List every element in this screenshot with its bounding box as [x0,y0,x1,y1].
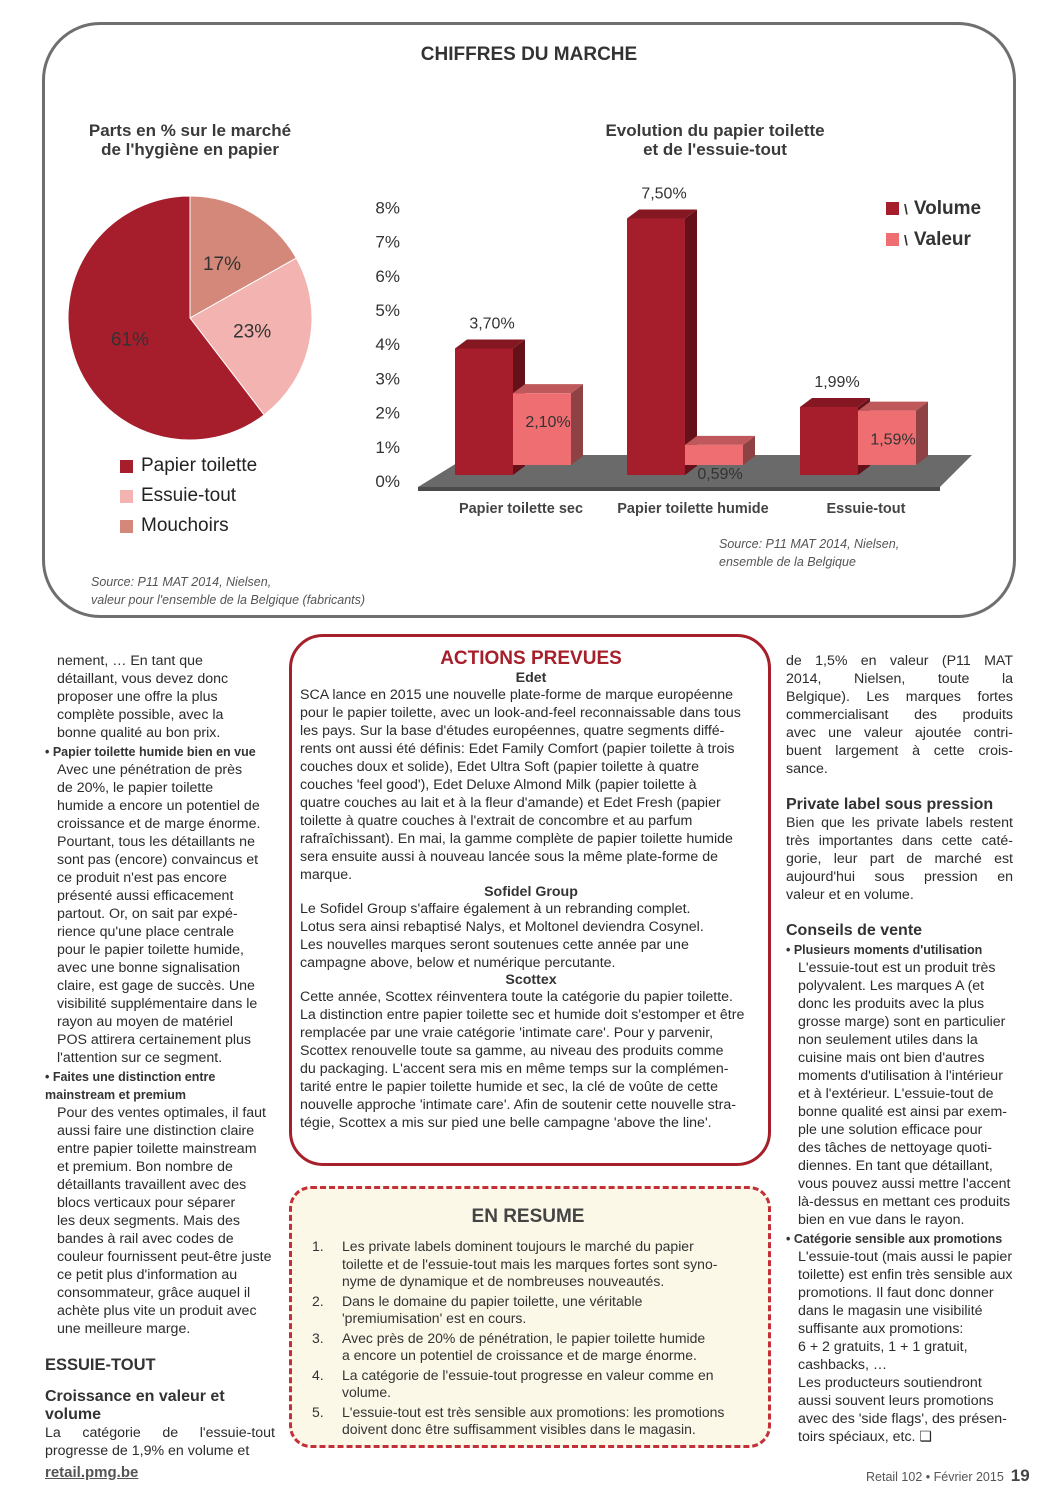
wet-paper-line: rience qu'une place centrale [57,924,235,940]
actions-title: ACTIONS PREVUES [440,648,622,669]
pie-legend-swatch [120,520,133,533]
y-tick-label: 2% [375,403,400,423]
bullet-distinction-title [45,1068,275,1104]
right-intro [786,652,1013,778]
panel-title: CHIFFRES DU MARCHE [420,44,638,65]
distinction-line: couleur fournissent peut-être juste [57,1249,272,1265]
pie-legend-item [120,451,257,481]
private-label-heading: Private label sous pression [786,796,994,813]
bullet-promotions-text [786,1248,1013,1446]
bar-side [916,402,928,465]
pie-slice-label: 61% [110,329,149,351]
wet-paper-line: croissance et de marge énorme. [57,816,261,832]
right-column [786,652,1013,1446]
sofidel-line: Le Sofidel Group s'affaire également à un rebranding complet. [300,901,691,917]
summary-item [302,1404,754,1439]
right-intro-line: Belgique). Les marques fortes [786,689,1013,705]
bar-value-label: 1,59% [870,431,916,449]
left-intro [45,652,275,742]
section-essuie-tout: ESSUIE-TOUT [45,1356,156,1374]
bar-top [627,210,697,219]
summary-item-line: Avec près de 20% de pénétration, le papier toilette humide [342,1329,706,1346]
distinction-line: bandes à rail avec codes de [57,1231,234,1247]
x-category-label: Essuie-tout [826,501,906,517]
bar-title-line-1: Evolution du papier toilette [605,121,825,140]
edet-line: rafraîchissant). En mai, la gamme complète de papier toilette humide [300,831,733,847]
pie-slice-label: 17% [202,254,242,276]
y-tick-label: 5% [375,301,400,320]
bullet-wet-toilet-paper-text [45,761,275,1067]
summary-item-number: 1. [312,1238,324,1254]
y-tick-label: 3% [375,369,400,389]
bar-value-label: 1,99% [814,373,860,391]
bullet-wet-toilet-paper-title: • Papier toilette humide bien en vue [45,745,256,759]
sofidel-line: Les nouvelles marques seront soutenues cette année par une [300,937,689,953]
pie-title-line-2: de l'hygiène en papier [101,140,279,159]
distinction-title-line: • Faites une distinction entre [45,1070,216,1084]
summary-item-line: Les private labels dominent toujours le marché du papier [342,1238,694,1254]
private-label-line: Bien que les private labels restent [786,815,1013,831]
sofidel-text [300,900,762,972]
sofidel-line: Lotus sera ainsi rebaptisé Nalys, et Moltonel deviendra Cosynel. [300,919,704,935]
sofidel-line: campagne above, below et numérique percutante. [300,955,616,971]
bar-legend [886,193,981,255]
distinction-line: une meilleure marge. [57,1321,191,1337]
left-intro-line: complète possible, avec la [57,707,224,723]
edet-line: couches doux et solide), Edet Ultra Soft (papier toilette à quatre [300,759,700,775]
usage-moments-line: et à l'extérieur. L'essuie-tout de [798,1086,994,1102]
edet-line: toilette à quatre couches à l'extrait de concombre et au parfum [300,813,693,829]
bar-legend-marker: \ [904,231,908,248]
usage-moments-line: donc les produits avec la plus [798,996,985,1012]
bar-value-label: 2,10% [525,414,571,432]
right-intro-line: buent largement à cette crois- [786,743,1013,759]
chart-floor-edge [418,487,940,491]
wet-paper-line: claire, est gage de succès. Une [57,978,255,994]
wet-paper-line: présenté aussi efficacement [57,888,234,904]
wet-paper-line: sont pas (encore) convaincus et [57,852,259,868]
scottex-heading: Scottex [505,972,557,988]
y-tick-label: 6% [375,266,400,286]
private-label-line: aujourd'hui sous pression en [786,869,1013,885]
promotions-line: avec des 'side flags', des présen- [798,1411,1007,1427]
private-label-line: très importantes dans cette caté- [786,833,1013,849]
distinction-line: ce petit plus d'information au [57,1267,238,1283]
usage-moments-line: là-dessus en mettant ces produits [798,1194,1011,1210]
promotions-line: Les producteurs soutiendront [798,1375,982,1391]
growth-text [45,1424,275,1460]
distinction-line: et premium. Bon nombre de [57,1159,233,1175]
right-intro-line: de 1,5% en valeur (P11 MAT [786,653,1013,669]
promotions-line: toirs spéciaux, etc. ❑ [798,1429,933,1445]
footer-website-link[interactable]: retail.pmg.be [45,1464,139,1481]
bar-legend-label: Volume [913,197,982,219]
wet-paper-line: POS attirera certainement plus [57,1032,251,1048]
summary-item-line: toilette et de l'essuie-tout mais les marques fortes sont syno- [342,1255,718,1272]
distinction-line: entre papier toilette mainstream [57,1141,257,1157]
usage-moments-line: ple une solution efficace pour [798,1122,983,1138]
actions-content [300,648,762,1132]
usage-moments-line: moments d'utilisation à l'intérieur [798,1068,1003,1084]
summary-item-number: 4. [312,1366,324,1383]
wet-paper-line: humide a encore un potentiel de [57,798,260,814]
footer-issue [866,1466,1030,1486]
pie-legend-label: Essuie-tout [141,485,237,506]
wet-paper-line: Pourtant, tous les détaillants ne [57,834,255,850]
promotions-line: cashbacks, … [798,1357,888,1373]
bar-legend-item [886,224,981,255]
summary-item [302,1293,754,1328]
promotions-line: L'essuie-tout (mais aussi le papier [798,1249,1013,1265]
growth-line: progresse de 1,9% en volume et [45,1443,250,1459]
promotions-line: dans le magasin une visibilité [798,1303,983,1319]
wet-paper-line: rayon au moyen de matériel [57,1014,233,1030]
pie-legend-item [120,481,257,511]
promotions-line: 6 + 2 gratuits, 1 + 1 gratuit, [798,1339,968,1355]
distinction-title-line: mainstream et premium [45,1088,187,1102]
bar-top [858,402,928,411]
x-category-label: Papier toilette sec [458,501,584,517]
scottex-line: du packaging. L'accent sera mis en même temps sur la complémen- [300,1061,729,1077]
bullet-promotions-title: • Catégorie sensible aux promotions [786,1232,1003,1246]
wet-paper-line: ce produit n'est pas encore [57,870,227,886]
scottex-line: tégie, Scottex a mis sur pied une belle campagne 'above the line'. [300,1115,712,1131]
bar-source-line-1: Source: P11 MAT 2014, Nielsen, [719,537,900,551]
promotions-line: promotions. Il faut donc donner [798,1285,994,1301]
growth-line: La catégorie de l'essuie-tout [45,1425,275,1441]
scottex-line: La distinction entre papier toilette sec et humide doit s'estomper et être [300,1007,745,1023]
summary-item-line: doivent donc être suffisamment visibles dans le magasin. [342,1421,696,1437]
distinction-line: achète plus vite un produit avec [57,1303,257,1319]
bar-top [800,398,870,407]
summary-item-line: a encore un potentiel de croissance et de marge énorme. [342,1347,697,1363]
x-category-label: Papier toilette humide [617,501,769,517]
edet-text [300,686,762,884]
bar-legend-item [886,193,981,224]
right-intro-line: sance. [786,761,828,777]
bullet-distinction-text [45,1104,275,1338]
usage-moments-line: L'essuie-tout est un produit très [798,960,996,976]
left-intro-line: proposer une offre la plus [57,689,218,705]
bullet-usage-moments-text [786,959,1013,1229]
distinction-line: Pour des ventes optimales, il faut [57,1105,266,1121]
bar-side [571,384,583,465]
bar-value-label: 0,59% [697,465,743,483]
bar-value-label: 3,70% [469,315,515,333]
bar-value-label: 7,50% [641,185,687,203]
bar-side [685,210,697,476]
scottex-line: tarité entre le papier toilette humide et sec, la clé de voûte de cette [300,1079,718,1095]
promotions-line: aussi souvent leurs promotions [798,1393,994,1409]
usage-moments-line: polyvalent. Les marques A (et [798,978,985,994]
pie-legend-swatch [120,490,133,503]
private-label-line: valeur et en volume. [786,887,914,903]
left-intro-line: détaillant, vous devez donc [57,671,229,687]
bar-legend-label: Valeur [913,228,971,250]
edet-heading: Edet [515,670,547,686]
pie-source-line-2: valeur pour l'ensemble de la Belgique (fabricants) [91,593,366,607]
wet-paper-line: pour le papier toilette humide, [57,942,244,958]
edet-line: marque. [300,867,353,883]
y-tick-label: 0% [375,472,400,491]
summary-item-line: nyme de dynamique et de nombreuses nouveautés. [342,1273,665,1289]
usage-moments-line: grosse marge) sont en particulier [798,1014,1006,1030]
bar-chart-title [590,121,840,159]
bar-legend-swatch [886,233,899,246]
wet-paper-line: de 20%, le papier toilette [57,780,214,796]
summary-item-number: 3. [312,1329,324,1346]
edet-line: les pays. Sur la base d'études européennes, quatre segments diffé- [300,723,725,739]
pie-legend-label: Papier toilette [141,455,258,476]
bar-volume-3 [800,407,858,475]
bar-valeur-2 [685,445,743,465]
bar-top [685,436,755,445]
right-intro-line: 2014, Nielsen, toute la [786,671,1013,687]
y-tick-label: 7% [375,232,400,252]
pie-source-line-1: Source: P11 MAT 2014, Nielsen, [91,575,272,589]
scottex-text [300,988,762,1132]
edet-line: rents ont aussi été définis: Edet Family Comfort (papier toilette à trois [300,741,735,757]
pie-legend [120,451,257,541]
promotions-line: toilette) est enfin très sensible aux [798,1267,1013,1283]
bar-top [455,339,525,348]
pie-chart [60,188,320,448]
summary-title: EN RESUME [471,1206,585,1227]
bar-legend-swatch [886,202,899,215]
left-column [45,652,275,1460]
bar-title-line-2: et de l'essuie-tout [643,140,787,159]
edet-line: SCA lance en 2015 une nouvelle plate-forme de marque européenne [300,687,734,703]
usage-moments-line: cuisine mais ont bien d'autres [798,1050,985,1066]
right-intro-line: avec une valeur ajoutée contri- [786,725,1013,741]
distinction-line: aussi faire une distinction claire [57,1123,255,1139]
bar-source [719,535,959,571]
right-intro-line: commercialisant des produits [786,707,1013,723]
pie-legend-swatch [120,460,133,473]
pie-source [91,573,431,609]
pie-legend-label: Mouchoirs [141,515,229,536]
promotions-line: suffisante aux promotions: [798,1321,964,1337]
bar-volume-1 [455,348,513,475]
summary-item [302,1367,754,1402]
pie-title-line-1: Parts en % sur le marché [88,121,292,140]
usage-moments-line: bonne qualité est ainsi par exem- [798,1104,1007,1120]
wet-paper-line: visibilité supplémentaire dans le [57,996,258,1012]
summary-item [302,1330,754,1365]
footer-issue-text: Retail 102 • Février 2015 [866,1470,1004,1484]
usage-moments-line: bien en vue dans le rayon. [798,1212,965,1228]
summary-item-line: volume. [342,1384,392,1400]
scottex-line: Cette année, Scottex réinventera toute la catégorie du papier toilette. [300,989,733,1005]
usage-moments-line: vous pouvez aussi mettre l'accent [798,1176,1011,1192]
bar-source-line-2: ensemble de la Belgique [719,555,856,569]
summary-item-number: 2. [312,1292,324,1309]
distinction-line: blocs verticaux pour séparer [57,1195,236,1211]
summary-item-line: Dans le domaine du papier toilette, une véritable [342,1292,643,1309]
bar-top [513,384,583,393]
edet-line: quatre couches au lait et à la fleur d'amande) et Edet Fresh (papier [300,795,721,811]
bar-legend-marker: \ [904,200,908,217]
bullet-usage-moments-title: • Plusieurs moments d'utilisation [786,943,983,957]
wet-paper-line: l'attention sur ce segment. [57,1050,223,1066]
usage-moments-line: non seulement utiles dans la [798,1032,978,1048]
page-number: 19 [1010,1466,1030,1485]
distinction-line: consommateur, grâce auquel il [57,1285,251,1301]
left-intro-line: bonne qualité au bon prix. [57,725,221,741]
scottex-line: nouvelle approche 'intimate care'. Afin de soutenir cette nouvelle stra- [300,1097,737,1113]
y-tick-label: 8% [375,198,400,218]
distinction-line: détaillants travaillent avec des [57,1177,247,1193]
y-tick-label: 4% [375,335,400,355]
edet-line: sera ensuite aussi à nouveau lancée sous la même plate-forme de [300,849,718,865]
distinction-line: les deux segments. Mais des [57,1213,240,1229]
summary-list [302,1238,754,1439]
summary-item-number: 5. [312,1403,324,1420]
sofidel-heading: Sofidel Group [484,884,578,900]
wet-paper-line: partout. Or, on sait par expé- [57,906,238,922]
scottex-line: Scottex renouvelle toute sa gamme, au niveau des produits comme [300,1043,724,1059]
left-intro-line: nement, … En tant que [57,653,203,669]
edet-line: couches 'feel good'), Edet Deluxe Almond Milk (papier toilette à [300,777,697,793]
private-label-text [786,814,1013,904]
wet-paper-line: avec une bonne signalisation [57,960,240,976]
summary-item-line: La catégorie de l'essuie-tout progresse en valeur comme en [342,1366,714,1383]
sales-tips-heading: Conseils de vente [786,922,923,939]
summary-item-line: 'premiumisation' est en cours. [342,1310,527,1326]
y-tick-label: 1% [375,437,400,457]
pie-chart-title [70,121,310,159]
summary-content [302,1206,754,1441]
subsection-growth: Croissance en valeur et volume [45,1388,225,1423]
summary-item [302,1238,754,1291]
summary-item-line: L'essuie-tout est très sensible aux promotions: les promotions [342,1403,725,1420]
private-label-line: gorie, leur part de marché est [786,851,1013,867]
pie-legend-item [120,511,257,541]
bar-volume-2 [627,219,685,476]
scottex-line: remplacée par une vraie catégorie 'intimate care'. Pour y parvenir, [300,1025,714,1041]
wet-paper-line: Avec une pénétration de près [57,762,243,778]
pie-slice-label: 23% [233,321,272,343]
usage-moments-line: diennes. En tant que détaillant, [798,1158,993,1174]
usage-moments-line: des tâches de nettoyage quoti- [798,1140,993,1156]
edet-line: pour le papier toilette, avec un look-and-feel reconnaissable dans tous [300,705,741,721]
